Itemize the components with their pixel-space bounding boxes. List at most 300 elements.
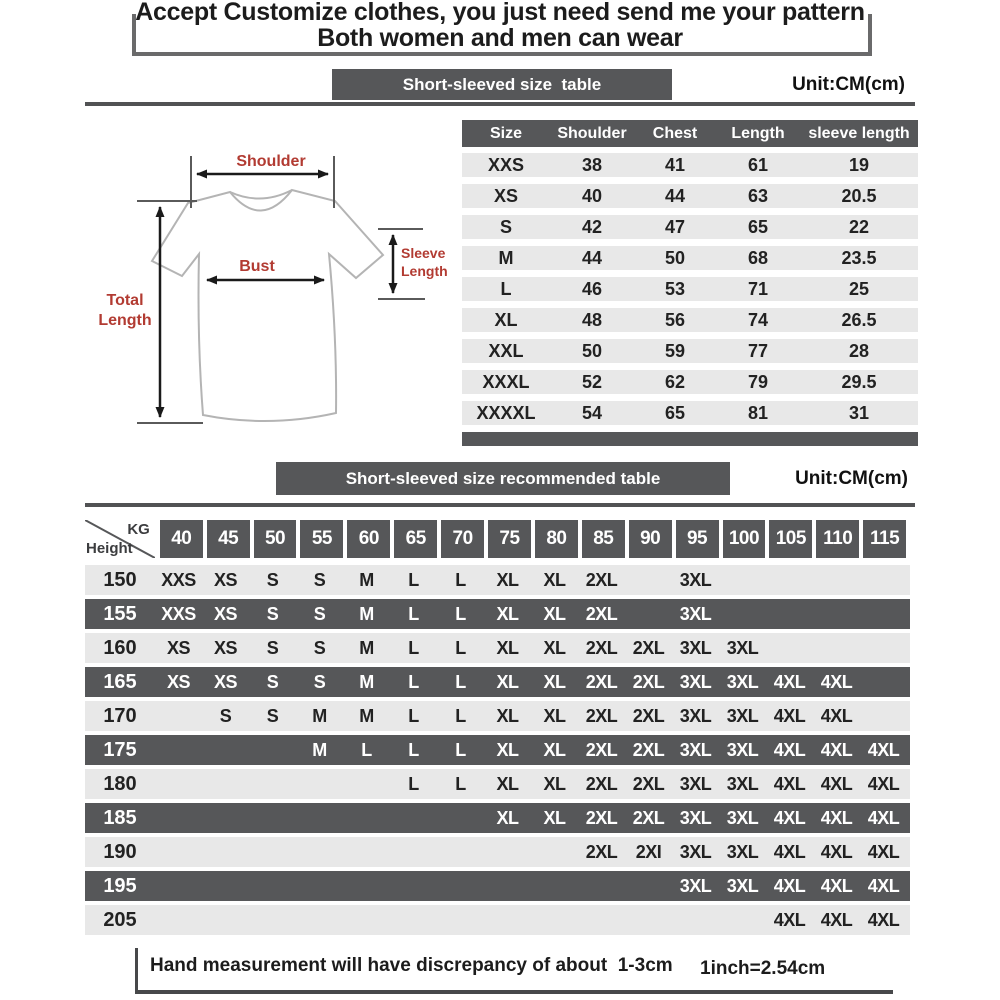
- recommended-size-cell: 2XI: [635, 842, 662, 862]
- measurement-cell: 65: [747, 217, 769, 237]
- sleeve-label-line2: Length: [401, 263, 448, 279]
- recommended-size-cell: [719, 565, 766, 595]
- recommended-size-cell: [531, 837, 578, 867]
- recommended-size-cell: 4XL: [773, 876, 806, 896]
- recommended-size-cell: 2XL: [585, 672, 618, 692]
- recommended-size-cell: [437, 837, 484, 867]
- recommended-size-cell: 3XL: [679, 604, 712, 624]
- recommended-size-cell: [719, 905, 766, 935]
- measurement-cell: 26.5: [841, 310, 877, 330]
- recommended-size-cell: [155, 769, 202, 799]
- recommended-size-cell: 2XL: [585, 740, 618, 760]
- matrix-row: [85, 735, 910, 765]
- recommended-size-cell: XL: [496, 706, 519, 726]
- sleeve-label-line1: Sleeve: [401, 245, 446, 261]
- recommended-size-cell: 4XL: [773, 808, 806, 828]
- total-label-line1: Total: [106, 292, 144, 309]
- recommended-size-cell: [390, 803, 437, 833]
- recommended-size-cell: 4XL: [820, 774, 853, 794]
- recommended-size-cell: L: [408, 774, 419, 794]
- recommended-size-cell: 3XL: [726, 774, 759, 794]
- recommended-size-cell: [672, 905, 719, 935]
- recommended-size-cell: 4XL: [867, 740, 900, 760]
- recommended-size-cell: [766, 633, 813, 663]
- recommended-size-cell: XL: [543, 570, 566, 590]
- recommended-size-cell: [249, 803, 296, 833]
- measurement-cell: 59: [664, 341, 686, 361]
- recommended-size-cell: [249, 837, 296, 867]
- matrix-row: [85, 599, 910, 629]
- recommended-size-cell: [766, 599, 813, 629]
- recommended-size-cell: S: [266, 570, 279, 590]
- recommended-size-cell: 3XL: [726, 672, 759, 692]
- weight-header-cell: 90: [629, 520, 672, 558]
- size-table-header-row: [462, 120, 918, 147]
- recommended-size-cell: [343, 837, 390, 867]
- recommended-size-cell: L: [408, 740, 419, 760]
- measurement-cell: 61: [747, 155, 769, 175]
- recommended-size-cell: 4XL: [773, 706, 806, 726]
- recommended-size-cell: [202, 871, 249, 901]
- recommended-size-cell: XL: [496, 774, 519, 794]
- recommended-size-cell: 4XL: [867, 842, 900, 862]
- recommended-size-cell: M: [312, 740, 327, 760]
- size-label-cell: XXXXL: [476, 403, 536, 423]
- matrix-body: [85, 565, 910, 935]
- section-title-recommend: Short-sleeved size recommended table: [276, 462, 730, 495]
- size-table: [462, 120, 918, 446]
- recommended-size-cell: XL: [543, 638, 566, 658]
- weight-header-cell: 75: [488, 520, 531, 558]
- weight-header-cell: 55: [300, 520, 343, 558]
- matrix-row: [85, 837, 910, 867]
- weight-header-cell: 115: [863, 520, 906, 558]
- measurement-cell: 25: [848, 279, 870, 299]
- measurement-cell: 48: [581, 310, 603, 330]
- recommended-size-cell: [860, 633, 907, 663]
- recommended-size-cell: XL: [496, 808, 519, 828]
- recommended-size-cell: L: [361, 740, 372, 760]
- recommended-size-cell: [813, 633, 860, 663]
- recommended-size-cell: 2XL: [632, 774, 665, 794]
- recommended-size-cell: S: [313, 638, 326, 658]
- weight-header-cell: 110: [816, 520, 859, 558]
- recommended-size-cell: M: [359, 604, 374, 624]
- recommended-size-cell: M: [359, 638, 374, 658]
- matrix-row: [85, 667, 910, 697]
- recommended-size-cell: 4XL: [867, 808, 900, 828]
- recommended-size-cell: [202, 735, 249, 765]
- recommended-size-cell: [343, 905, 390, 935]
- recommended-size-cell: 2XL: [632, 808, 665, 828]
- recommended-size-cell: 4XL: [867, 876, 900, 896]
- height-label-cell: 180: [103, 773, 137, 795]
- recommended-size-cell: S: [266, 638, 279, 658]
- recommended-size-cell: [437, 871, 484, 901]
- size-table-row: [462, 153, 918, 177]
- recommended-size-cell: 2XL: [585, 706, 618, 726]
- recommended-size-cell: M: [359, 706, 374, 726]
- size-table-column-header: sleeve length: [808, 125, 910, 142]
- recommended-size-cell: M: [359, 570, 374, 590]
- measurement-cell: 28: [848, 341, 870, 361]
- recommended-size-cell: [484, 871, 531, 901]
- recommended-size-cell: L: [408, 604, 419, 624]
- measurement-cell: 52: [581, 372, 603, 392]
- recommended-size-cell: 2XL: [585, 638, 618, 658]
- recommended-size-cell: [343, 871, 390, 901]
- recommended-size-cell: [860, 565, 907, 595]
- size-table-column-header: Size: [489, 125, 522, 142]
- weight-header-cell: 60: [347, 520, 390, 558]
- recommended-size-cell: [249, 769, 296, 799]
- height-label-cell: 155: [103, 603, 137, 625]
- recommended-size-cell: XL: [496, 638, 519, 658]
- recommended-size-cell: 3XL: [726, 876, 759, 896]
- measurement-cell: 79: [747, 372, 769, 392]
- recommended-size-cell: 2XL: [585, 604, 618, 624]
- size-table-column-header: Shoulder: [557, 125, 627, 142]
- size-label-cell: XL: [494, 310, 518, 330]
- recommended-size-cell: [531, 871, 578, 901]
- recommended-size-cell: 4XL: [773, 740, 806, 760]
- recommended-size-cell: [531, 905, 578, 935]
- footer-note: Hand measurement will have discrepancy of about 1-3cm: [150, 955, 673, 976]
- size-label-cell: XXL: [488, 341, 524, 361]
- recommended-size-cell: 3XL: [679, 774, 712, 794]
- recommended-size-cell: [155, 803, 202, 833]
- measurement-cell: 68: [747, 248, 769, 268]
- page-title-line1: Accept Customize clothes, you just need send me your pattern: [135, 0, 865, 26]
- matrix-row: [85, 803, 910, 833]
- recommended-size-cell: [296, 837, 343, 867]
- recommended-size-cell: [390, 905, 437, 935]
- recommended-size-cell: 2XL: [585, 774, 618, 794]
- recommended-size-cell: [437, 905, 484, 935]
- recommended-size-cell: L: [408, 570, 419, 590]
- recommended-size-cell: [155, 701, 202, 731]
- recommended-size-cell: [202, 837, 249, 867]
- recommended-size-cell: [343, 803, 390, 833]
- recommended-size-cell: XS: [213, 672, 237, 692]
- recommended-size-cell: 3XL: [726, 740, 759, 760]
- recommended-size-cell: XL: [496, 672, 519, 692]
- measurement-cell: 46: [581, 279, 603, 299]
- recommended-size-cell: 3XL: [679, 876, 712, 896]
- recommended-size-cell: [484, 837, 531, 867]
- matrix-corner-cell: [85, 520, 155, 558]
- recommended-size-cell: XL: [496, 570, 519, 590]
- recommended-size-cell: [155, 871, 202, 901]
- recommended-size-cell: S: [313, 570, 326, 590]
- recommended-size-cell: [860, 599, 907, 629]
- recommended-size-cell: XL: [543, 808, 566, 828]
- page-title-line2: Both women and men can wear: [317, 24, 683, 52]
- weight-header-cell: 85: [582, 520, 625, 558]
- recommended-size-cell: 4XL: [773, 910, 806, 930]
- divider-2: [85, 503, 915, 507]
- measurement-cell: 53: [664, 279, 686, 299]
- recommended-size-cell: [625, 599, 672, 629]
- recommended-size-cell: XL: [543, 774, 566, 794]
- recommended-size-cell: [202, 905, 249, 935]
- measurement-cell: 47: [664, 217, 686, 237]
- recommended-size-cell: XL: [496, 604, 519, 624]
- recommended-size-cell: [296, 905, 343, 935]
- measurement-cell: 44: [581, 248, 603, 268]
- size-table-row: [462, 246, 918, 270]
- recommended-size-cell: XL: [543, 604, 566, 624]
- weight-header-cell: 100: [723, 520, 766, 558]
- recommended-size-cell: [296, 769, 343, 799]
- measurement-cell: 41: [664, 155, 686, 175]
- recommended-size-cell: [813, 599, 860, 629]
- measurement-cell: 29.5: [841, 372, 877, 392]
- recommended-size-cell: 4XL: [820, 808, 853, 828]
- recommended-size-cell: XS: [166, 638, 190, 658]
- divider-1: [85, 102, 915, 106]
- recommended-size-cell: 3XL: [679, 740, 712, 760]
- recommended-size-cell: 4XL: [820, 740, 853, 760]
- measurement-cell: 77: [747, 341, 769, 361]
- measurement-cell: 65: [664, 403, 686, 423]
- recommended-size-cell: 2XL: [585, 808, 618, 828]
- recommended-size-cell: S: [266, 604, 279, 624]
- recommended-size-cell: 4XL: [820, 910, 853, 930]
- recommended-size-cell: 4XL: [820, 706, 853, 726]
- height-label-cell: 195: [103, 875, 137, 897]
- unit-label-2: Unit:CM(cm): [795, 468, 908, 489]
- recommended-size-cell: 3XL: [679, 570, 712, 590]
- measurement-cell: 40: [581, 186, 603, 206]
- recommended-size-cell: L: [455, 604, 466, 624]
- recommended-size-cell: [155, 837, 202, 867]
- recommended-size-cell: XL: [543, 740, 566, 760]
- recommended-size-cell: XL: [543, 706, 566, 726]
- height-label-cell: 190: [103, 841, 137, 863]
- recommended-size-cell: 3XL: [679, 842, 712, 862]
- size-table-row: [462, 370, 918, 394]
- size-label-cell: XXXL: [482, 372, 530, 392]
- recommended-size-cell: 4XL: [820, 672, 853, 692]
- recommended-size-cell: XS: [166, 672, 190, 692]
- total-label-line2: Length: [98, 312, 152, 329]
- recommended-size-cell: [249, 905, 296, 935]
- recommended-size-cell: 4XL: [773, 774, 806, 794]
- recommended-size-cell: [296, 871, 343, 901]
- measurement-cell: 22: [848, 217, 870, 237]
- recommended-size-cell: L: [455, 638, 466, 658]
- height-label-cell: 185: [103, 807, 137, 829]
- measurement-cell: 62: [664, 372, 686, 392]
- measurement-cell: 56: [664, 310, 686, 330]
- recommended-size-cell: [578, 871, 625, 901]
- recommended-size-cell: S: [266, 672, 279, 692]
- weight-header-cell: 45: [207, 520, 250, 558]
- recommended-size-cell: 4XL: [820, 842, 853, 862]
- measurement-cell: 50: [581, 341, 603, 361]
- recommended-size-cell: S: [313, 672, 326, 692]
- measurement-cell: 50: [664, 248, 686, 268]
- recommended-size-cell: [249, 871, 296, 901]
- measurement-cell: 71: [747, 279, 769, 299]
- recommended-size-cell: [860, 701, 907, 731]
- recommended-size-cell: 4XL: [867, 774, 900, 794]
- recommended-size-cell: [202, 803, 249, 833]
- recommended-size-cell: M: [359, 672, 374, 692]
- size-table-row: [462, 308, 918, 332]
- recommended-size-cell: [437, 803, 484, 833]
- measurement-cell: 81: [747, 403, 769, 423]
- recommended-size-cell: [719, 599, 766, 629]
- recommended-size-cell: [296, 803, 343, 833]
- recommended-size-cell: [249, 735, 296, 765]
- weight-header-cell: 95: [676, 520, 719, 558]
- recommended-size-cell: L: [455, 672, 466, 692]
- recommended-size-cell: 2XL: [632, 706, 665, 726]
- size-label-cell: S: [499, 217, 512, 237]
- matrix-header-row: [85, 520, 910, 558]
- recommended-size-cell: 4XL: [773, 672, 806, 692]
- weight-header-cell: 65: [394, 520, 437, 558]
- tshirt-collar-line: [230, 190, 292, 199]
- weight-header-cell: 70: [441, 520, 484, 558]
- size-label-cell: XS: [493, 186, 518, 206]
- size-table-row: [462, 339, 918, 363]
- recommended-size-cell: 3XL: [679, 706, 712, 726]
- recommended-size-cell: [625, 871, 672, 901]
- recommended-size-cell: L: [455, 570, 466, 590]
- recommended-size-cell: 4XL: [867, 910, 900, 930]
- measurement-cell: 38: [581, 155, 603, 175]
- weight-header-cell: 50: [254, 520, 297, 558]
- weight-header-cell: 80: [535, 520, 578, 558]
- height-label-cell: 160: [103, 637, 137, 659]
- size-table-row: [462, 401, 918, 425]
- recommended-size-cell: L: [455, 740, 466, 760]
- recommended-size-cell: 3XL: [726, 706, 759, 726]
- recommended-size-cell: [578, 905, 625, 935]
- matrix-row: [85, 633, 910, 663]
- measurement-cell: 31: [848, 403, 870, 423]
- measurement-cell: 74: [747, 310, 769, 330]
- recommended-size-cell: XL: [496, 740, 519, 760]
- size-label-cell: XXS: [487, 155, 525, 175]
- weight-header-cell: 40: [160, 520, 203, 558]
- measurement-cell: 20.5: [841, 186, 877, 206]
- recommended-size-cell: L: [455, 706, 466, 726]
- size-table-column-header: Chest: [652, 125, 698, 142]
- size-table-bottom-bar: [462, 432, 918, 446]
- matrix-row: [85, 701, 910, 731]
- recommended-size-cell: XS: [213, 570, 237, 590]
- size-table-row: [462, 277, 918, 301]
- size-table-row: [462, 184, 918, 208]
- recommended-size-cell: [155, 735, 202, 765]
- measurement-cell: 63: [747, 186, 769, 206]
- recommended-size-cell: L: [408, 672, 419, 692]
- measurement-cell: 42: [581, 217, 603, 237]
- recommended-size-cell: [390, 871, 437, 901]
- size-table-body: [462, 153, 918, 425]
- recommend-matrix: [85, 520, 910, 939]
- height-label-cell: 205: [103, 909, 137, 931]
- height-label-cell: 170: [103, 705, 137, 727]
- matrix-row: [85, 565, 910, 595]
- measurement-cell: 19: [848, 155, 870, 175]
- measurement-cell: 54: [581, 403, 603, 423]
- recommended-size-cell: [625, 905, 672, 935]
- recommended-size-cell: 3XL: [726, 638, 759, 658]
- size-table-row: [462, 215, 918, 239]
- tshirt-diagram: [85, 108, 465, 458]
- recommended-size-cell: [766, 565, 813, 595]
- measurement-cell: 44: [664, 186, 686, 206]
- shoulder-label: Shoulder: [236, 153, 306, 170]
- recommended-size-cell: S: [219, 706, 232, 726]
- corner-kg-label: KG: [127, 521, 150, 538]
- recommended-size-cell: [860, 667, 907, 697]
- recommended-size-cell: 4XL: [820, 876, 853, 896]
- recommended-size-cell: [390, 837, 437, 867]
- unit-label-1: Unit:CM(cm): [792, 74, 905, 95]
- recommended-size-cell: M: [312, 706, 327, 726]
- height-label-cell: 150: [103, 569, 137, 591]
- corner-height-label: Height: [86, 540, 133, 557]
- recommended-size-cell: XS: [213, 604, 237, 624]
- recommended-size-cell: 3XL: [679, 638, 712, 658]
- recommended-size-cell: [625, 565, 672, 595]
- recommended-size-cell: [813, 565, 860, 595]
- recommended-size-cell: S: [313, 604, 326, 624]
- recommended-size-cell: 2XL: [585, 570, 618, 590]
- matrix-row: [85, 871, 910, 901]
- recommended-size-cell: XXS: [161, 570, 196, 590]
- recommended-size-cell: 3XL: [726, 842, 759, 862]
- height-label-cell: 165: [103, 671, 137, 693]
- recommended-size-cell: L: [455, 774, 466, 794]
- recommended-size-cell: [343, 769, 390, 799]
- recommended-size-cell: L: [408, 706, 419, 726]
- tshirt-outline: [152, 190, 383, 421]
- measurement-cell: 23.5: [841, 248, 877, 268]
- recommended-size-cell: [484, 905, 531, 935]
- recommended-size-cell: 3XL: [679, 672, 712, 692]
- recommended-size-cell: 2XL: [585, 842, 618, 862]
- recommended-size-cell: 3XL: [726, 808, 759, 828]
- recommended-size-cell: 2XL: [632, 638, 665, 658]
- recommended-size-cell: L: [408, 638, 419, 658]
- recommended-size-cell: XXS: [161, 604, 196, 624]
- weight-header-cell: 105: [769, 520, 812, 558]
- recommended-size-cell: XS: [213, 638, 237, 658]
- size-label-cell: M: [498, 248, 514, 268]
- recommended-size-cell: XL: [543, 672, 566, 692]
- height-label-cell: 175: [103, 739, 137, 761]
- size-table-column-header: Length: [731, 125, 785, 142]
- recommended-size-cell: 2XL: [632, 672, 665, 692]
- recommended-size-cell: 4XL: [773, 842, 806, 862]
- recommended-size-cell: 3XL: [679, 808, 712, 828]
- bust-label: Bust: [239, 258, 275, 275]
- section-title-size-table: Short-sleeved size table: [332, 69, 672, 100]
- recommended-size-cell: 2XL: [632, 740, 665, 760]
- recommended-size-cell: S: [266, 706, 279, 726]
- matrix-row: [85, 769, 910, 799]
- recommended-size-cell: [202, 769, 249, 799]
- recommended-size-cell: [155, 905, 202, 935]
- size-label-cell: L: [500, 279, 512, 299]
